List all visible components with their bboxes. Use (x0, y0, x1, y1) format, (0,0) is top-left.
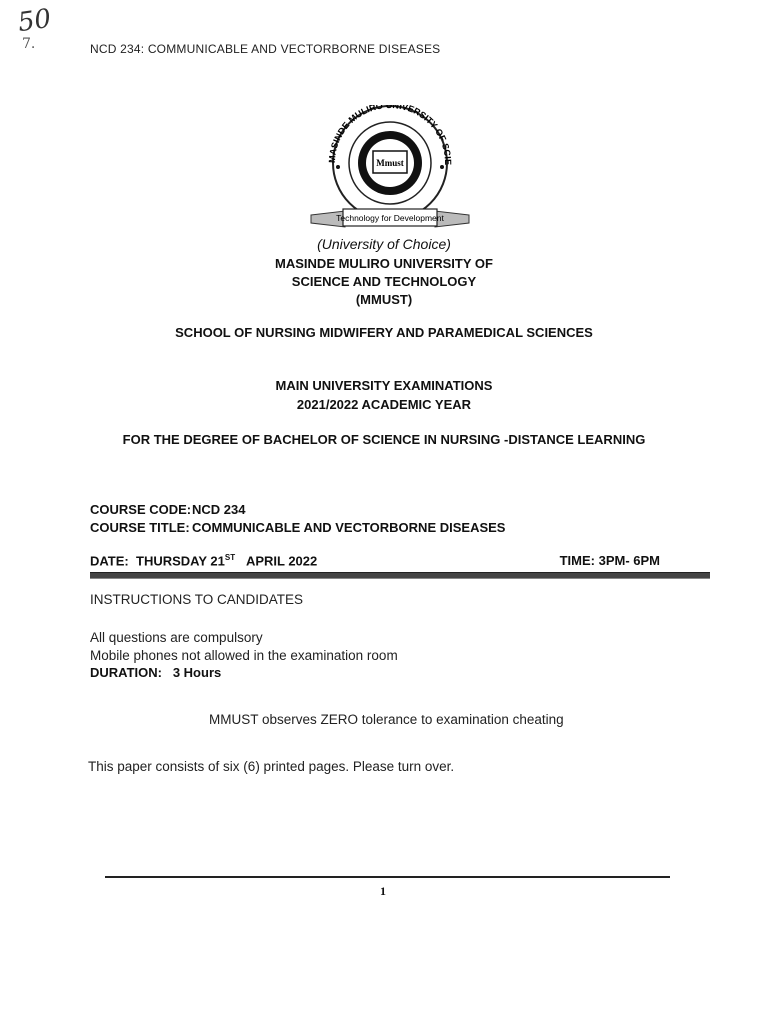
logo-seal-icon (305, 105, 475, 241)
course-code-row (90, 502, 245, 517)
university-logo (305, 105, 475, 241)
school-name: SCHOOL OF NURSING MIDWIFERY AND PARAMEDICAL SCIENCES (175, 325, 593, 340)
exam-year: 2021/2022 ACADEMIC YEAR (296, 397, 472, 412)
duration-value: 3 Hours (172, 665, 222, 680)
date-label: DATE: (90, 553, 129, 569)
exam-time: TIME: 3PM- 6PM (559, 553, 660, 568)
handwritten-sub-mark: 7. (22, 36, 36, 52)
running-header: NCD 234: COMMUNICABLE AND VECTORBORNE DISEASES (90, 42, 441, 56)
university-name-line1: MASINDE MULIRO UNIVERSITY OF (275, 256, 493, 271)
cheating-notice: MMUST observes ZERO tolerance to examination cheating (209, 712, 564, 727)
date-divider (90, 572, 710, 579)
date-rest: APRIL 2022 (245, 553, 318, 569)
instructions-heading: INSTRUCTIONS TO CANDIDATES (90, 592, 304, 607)
course-title-row (90, 520, 505, 535)
handwritten-mark: 50 (16, 3, 54, 39)
logo-banner-text: Technology for Development (336, 213, 444, 223)
page-number: 1 (380, 884, 386, 898)
date-suffix: ST (224, 553, 236, 562)
date-day: THURSDAY 21 (136, 553, 225, 569)
course-code-value: NCD 234 (192, 502, 246, 517)
footer-rule (105, 876, 670, 878)
logo-center-text: Mmust (376, 158, 404, 168)
course-title-label: COURSE TITLE: (90, 520, 190, 535)
date-time-row (90, 553, 710, 568)
university-acronym: (MMUST) (355, 292, 413, 307)
logo-ring-text: MASINDE MULIRO UNIVERSITY OF SCIE (326, 105, 454, 166)
instruction-line1: All questions are compulsory (90, 630, 263, 645)
duration-label: DURATION: (90, 665, 162, 680)
university-motto: (University of Choice) (317, 236, 451, 252)
degree-line: FOR THE DEGREE OF BACHELOR OF SCIENCE IN NURSING -DISTANCE LEARNING (122, 432, 646, 447)
course-code-label: COURSE CODE: (90, 502, 192, 517)
pages-note: This paper consists of six (6) printed pages. Please turn over. (88, 759, 455, 774)
exam-title: MAIN UNIVERSITY EXAMINATIONS (275, 378, 493, 393)
university-name-line2: SCIENCE AND TECHNOLOGY (291, 274, 477, 289)
duration-row (90, 665, 221, 680)
course-title-value: COMMUNICABLE AND VECTORBORNE DISEASES (192, 520, 506, 535)
instruction-line2: Mobile phones not allowed in the examination room (90, 648, 398, 663)
